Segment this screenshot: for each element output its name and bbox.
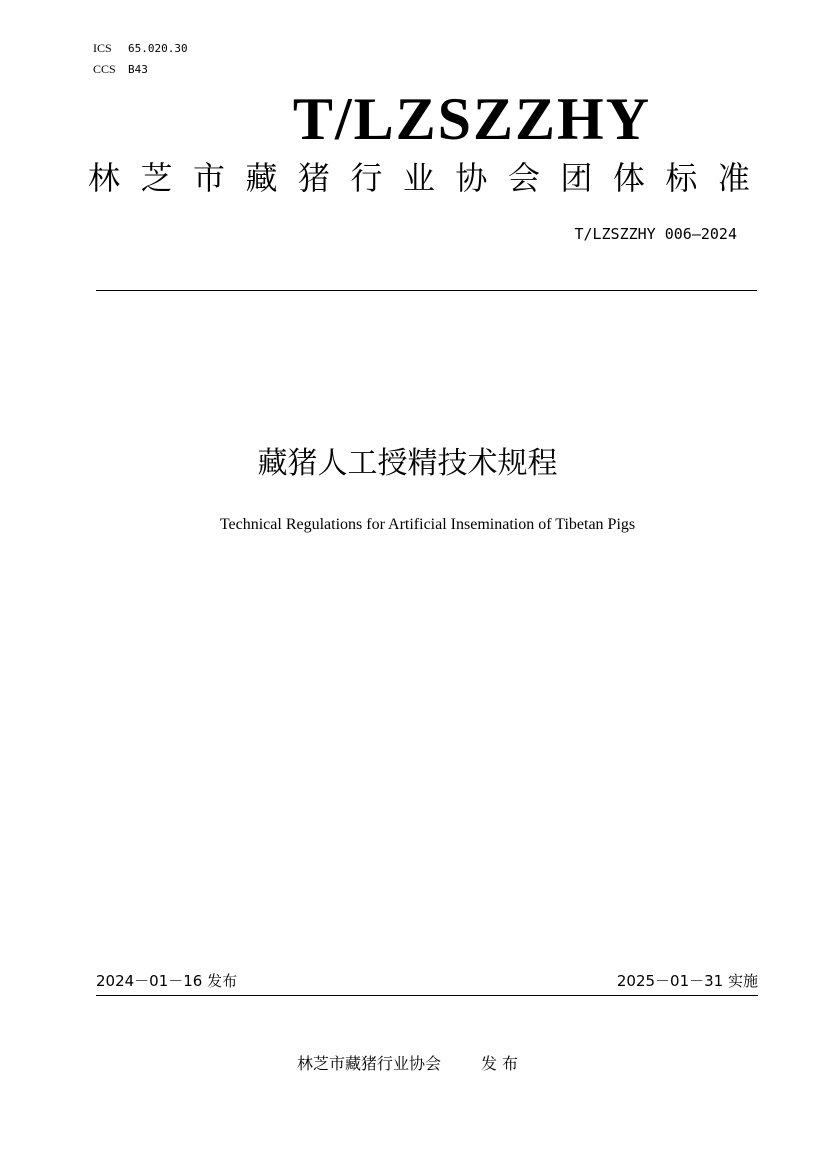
org-title-char: 市 <box>192 159 225 197</box>
org-title-char: 准 <box>717 159 750 197</box>
ccs-classification <box>93 62 148 77</box>
org-title-char: 行 <box>350 159 383 197</box>
document-title-chinese: 藏猪人工授精技术规程 <box>257 446 558 481</box>
publisher-name: 林芝市藏猪行业协会 <box>296 1054 441 1073</box>
ccs-label: CCS <box>93 62 116 76</box>
org-title-char: 团 <box>560 159 593 197</box>
org-title-char: 芝 <box>140 159 173 197</box>
document-title-english: Technical Regulations for Artificial Insemination of Tibetan Pigs <box>219 516 636 533</box>
issue-date: 2024－01－16 发布 <box>96 972 238 990</box>
footer-divider <box>96 995 758 996</box>
org-title-char: 业 <box>402 159 435 197</box>
standard-number: T/LZSZZHY 006—2024 <box>574 225 737 243</box>
ics-label: ICS <box>93 41 112 55</box>
standard-code-heading: T/LZSZZHY <box>292 86 652 152</box>
org-title-char: 会 <box>507 159 540 197</box>
publisher-line <box>0 1052 815 1076</box>
org-title-char: 藏 <box>245 159 278 197</box>
header-divider <box>96 290 757 291</box>
ics-value: 65.020.30 <box>128 42 188 55</box>
org-title-char: 林 <box>88 159 121 197</box>
org-title-char: 协 <box>455 159 488 197</box>
ccs-value: B43 <box>128 63 148 76</box>
organization-standard-title <box>88 156 750 200</box>
implementation-date: 2025－01－31 实施 <box>616 972 758 990</box>
org-title-char: 体 <box>612 159 645 197</box>
org-title-char: 标 <box>665 159 698 197</box>
publish-action: 发 布 <box>480 1054 519 1073</box>
ics-classification <box>93 41 188 56</box>
org-title-char: 猪 <box>297 159 330 197</box>
